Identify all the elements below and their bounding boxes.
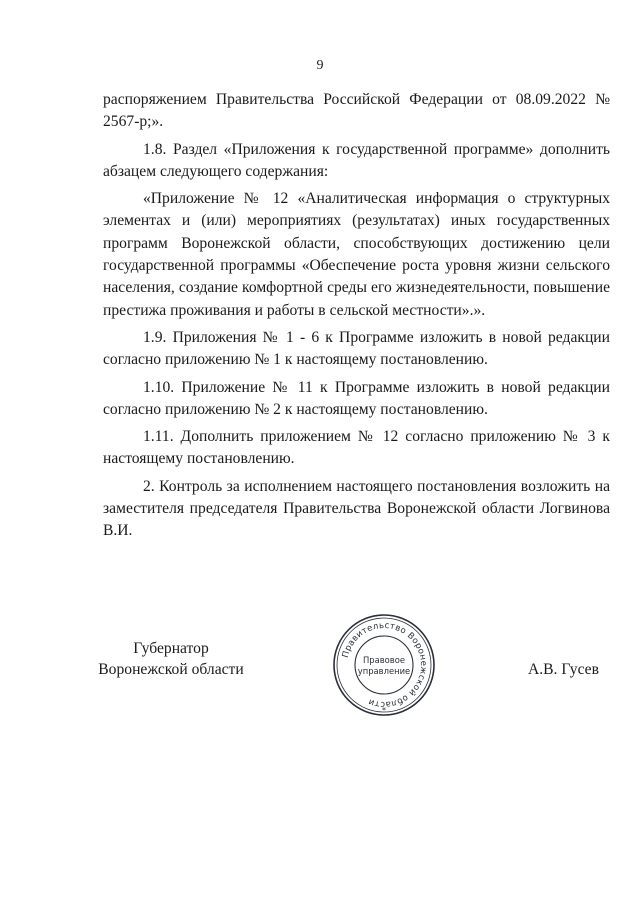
paragraph-1-8: 1.8. Раздел «Приложения к государственной программе» дополнить абзацем следующего содержания: xyxy=(103,140,610,180)
signatory-name: А.В. Гусев xyxy=(528,661,599,678)
signatory-title-line2: Воронежской области xyxy=(98,661,244,678)
signatory-title xyxy=(86,638,256,680)
page-number: 9 xyxy=(316,58,324,73)
paragraph-1-9: 1.9. Приложения № 1 - 6 к Программе изложить в новой редакции согласно приложению № 1 к настоящему постановлению. xyxy=(103,328,610,369)
paragraph-1-10: 1.10. Приложение № 11 к Программе изложить в новой редакции согласно приложению № 2 к настоящему постановлению. xyxy=(103,378,610,418)
stamp-outer-ring-inner xyxy=(337,618,431,712)
stamp-inner-ring xyxy=(355,636,413,694)
paragraph-1-11: 1.11. Дополнить приложением № 12 согласно приложению № 3 к настоящему постановлению. xyxy=(103,428,610,468)
stamp-inner-line2: управление xyxy=(357,666,411,676)
paragraph-appendix-12-text: «Приложение № 12 «Аналитическая информация о структурных элементах и (или) мероприятиях (результатах) иных государственных программ Воронежской области, способствующих достижению цели государственной программы «Обеспечение роста уровня жизни сельского населения, создание комфортной среды его жизнедеятельности, повышение престижа проживания и работы в сельской местности».». xyxy=(103,190,610,319)
paragraph-2-control: 2. Контроль за исполнением настоящего постановления возложить на заместителя председателя Правительства Воронежской области Логвинова В.И. xyxy=(103,477,610,540)
stamp-star: * xyxy=(382,706,386,715)
stamp-outer-text: Правительство Воронежской области xyxy=(340,620,429,710)
stamp-inner-line1: Правовое xyxy=(362,655,406,665)
document-body xyxy=(103,89,610,548)
paragraph-continuation: распоряжением Правительства Российской Федерации от 08.09.2022 № 2567-р;». xyxy=(103,91,610,131)
official-stamp xyxy=(329,610,439,720)
signatory-title-line1: Губернатор xyxy=(133,640,209,657)
